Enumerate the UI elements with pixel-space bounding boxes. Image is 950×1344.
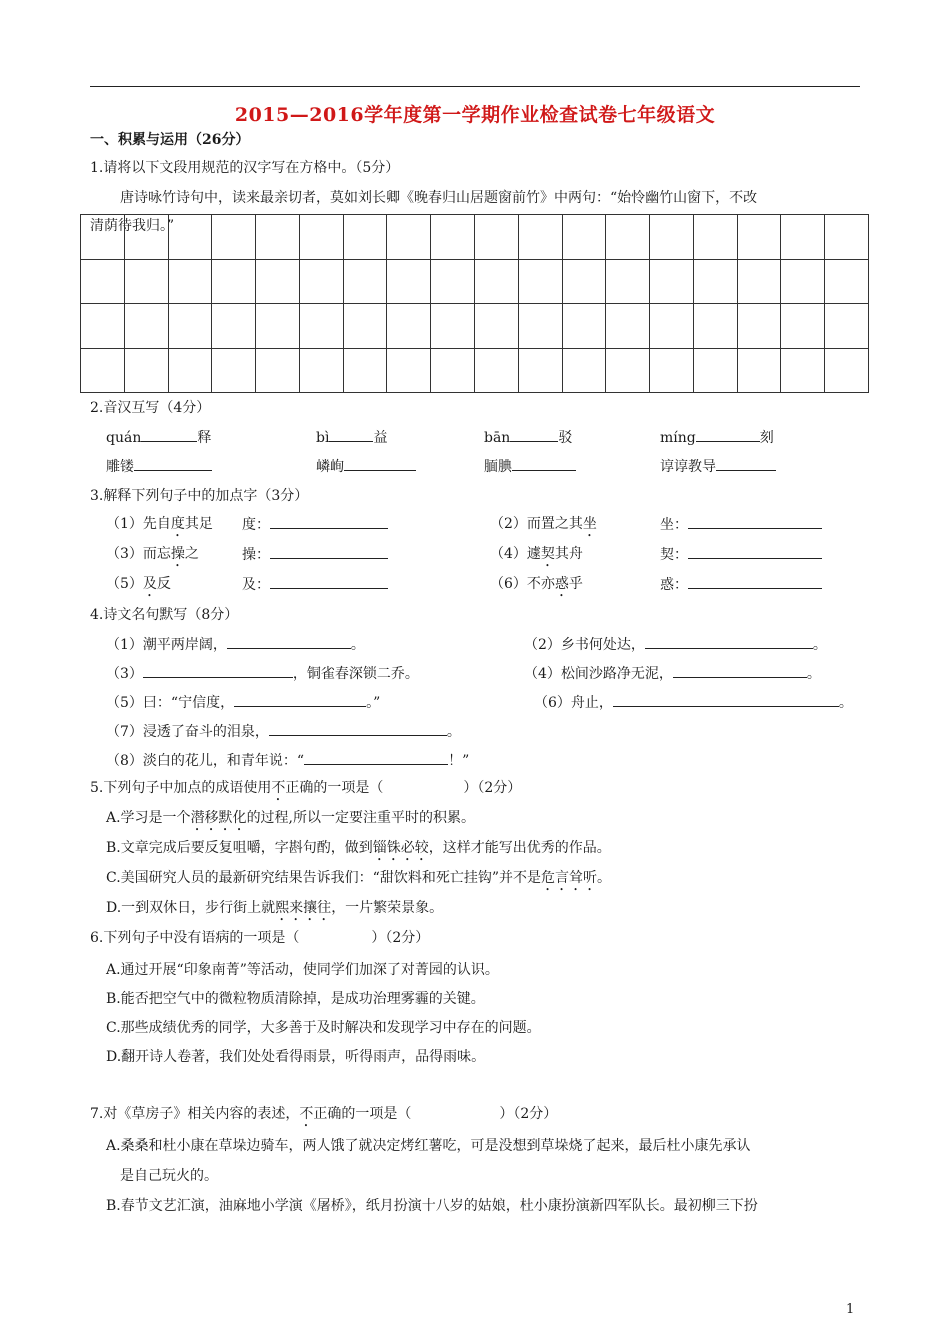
q5-option-b[interactable]: B.文章完成后要反复咀嚼，字斟句酌，做到锱铢必较，这样才能写出优秀的作品。 [106, 840, 611, 856]
q3-answer[interactable]: 操： [242, 544, 388, 565]
q3-item: （2）而置之其坐 [490, 516, 597, 532]
q3-answer[interactable]: 契： [660, 544, 822, 565]
q2-stem: 2.音汉互写（4分） [90, 400, 211, 416]
section-heading: 一、积累与运用（26分） [90, 132, 250, 148]
q4-item[interactable]: （3） ，铜雀春深锁二乔。 [106, 663, 419, 684]
page-number: 1 [846, 1302, 855, 1317]
q7-option-b[interactable]: B.春节文艺汇演，油麻地小学演《屠桥》，纸月扮演十八岁的姑娘，杜小康扮演新四军队长。最初柳三下扮 [106, 1198, 758, 1214]
q6-option-b[interactable]: B.能否把空气中的微粒物质清除掉，是成功治理雾霾的关键。 [106, 991, 485, 1007]
q5-option-d[interactable]: D.一到双休日，步行街上就熙来攘往，一片繁荣景象。 [106, 900, 444, 916]
q5-stem: 5.下列句子中加点的成语使用不正确的一项是（ ）（2分） [90, 780, 522, 796]
q3-item: （5）及反 [106, 576, 171, 592]
q3-item: （6）不亦惑乎 [490, 576, 583, 592]
q2-item: quán 释 [106, 427, 211, 448]
q7-option-a-cont: 是自己玩火的。 [120, 1168, 218, 1184]
q6-option-d[interactable]: D.翻开诗人卷著，我们处处看得雨景，听得雨声，品得雨味。 [106, 1049, 486, 1065]
q4-item[interactable]: （4）松间沙路净无泥， 。 [524, 663, 821, 684]
q2-item: 嶙峋 [316, 456, 416, 477]
q4-item[interactable]: （6）舟止， 。 [534, 692, 853, 713]
q2-item: 腼腆 [484, 456, 576, 477]
q5-option-a[interactable]: A.学习是一个潜移默化的过程,所以一定要注重平时的积累。 [106, 810, 476, 826]
q2-item: bān 驳 [484, 427, 572, 448]
q3-item: （4）遽契其舟 [490, 546, 583, 562]
q4-item[interactable]: （8）淡白的花儿，和青年说：“ ！” [106, 750, 469, 771]
q4-item[interactable]: （5）曰：“宁信度， 。” [106, 692, 380, 713]
q4-item[interactable]: （7）浸透了奋斗的泪泉， 。 [106, 721, 461, 742]
q7-stem: 7.对《草房子》相关内容的表述，不正确的一项是（ ）（2分） [90, 1106, 558, 1122]
q3-answer[interactable]: 度： [242, 514, 388, 535]
q3-item: （3）而忘操之 [106, 546, 199, 562]
q3-answer[interactable]: 坐： [660, 514, 822, 535]
q4-item[interactable]: （2）乡书何处达， 。 [524, 634, 827, 655]
q3-stem: 3.解释下列句子中的加点字（3分） [90, 488, 309, 504]
q2-item: bì 益 [316, 427, 387, 448]
header-rule [90, 86, 860, 87]
q6-option-c[interactable]: C.那些成绩优秀的同学，大多善于及时解决和发现学习中存在的问题。 [106, 1020, 541, 1036]
page-title: 2015—2016学年度第一学期作业检查试卷七年级语文 [234, 104, 716, 126]
q3-answer[interactable]: 及： [242, 574, 388, 595]
q2-item: míng 刻 [660, 427, 774, 448]
q1-passage-line2: 清荫待我归。” [90, 218, 175, 234]
q2-item: 雕镂 [106, 456, 212, 477]
q6-stem: 6.下列句子中没有语病的一项是（ ）（2分） [90, 930, 430, 946]
q5-option-c[interactable]: C.美国研究人员的最新研究结果告诉我们：“甜饮料和死亡挂钩”并不是危言耸听。 [106, 870, 611, 886]
writing-grid[interactable] [80, 214, 869, 393]
q3-item: （1）先自度其足 [106, 516, 213, 532]
q7-option-a[interactable]: A.桑桑和杜小康在草垛边骑车，两人饿了就决定烤红薯吃，可是没想到草垛烧了起来，最后杜小康先承认 [106, 1138, 751, 1154]
q2-item: 谆谆教导 [660, 456, 776, 477]
q1-stem: 1.请将以下文段用规范的汉字写在方格中。（5分） [90, 160, 400, 176]
q4-stem: 4.诗文名句默写（8分） [90, 607, 239, 623]
q1-passage-line1: 唐诗咏竹诗句中，读来最亲切者，莫如刘长卿《晚春归山居题窗前竹》中两句：“始怜幽竹山窗下，不改 [120, 190, 758, 206]
q4-item[interactable]: （1）潮平两岸阔， 。 [106, 634, 365, 655]
q3-answer[interactable]: 惑： [660, 574, 822, 595]
q6-option-a[interactable]: A.通过开展“印象南菁”等活动，使同学们加深了对菁园的认识。 [106, 962, 499, 978]
